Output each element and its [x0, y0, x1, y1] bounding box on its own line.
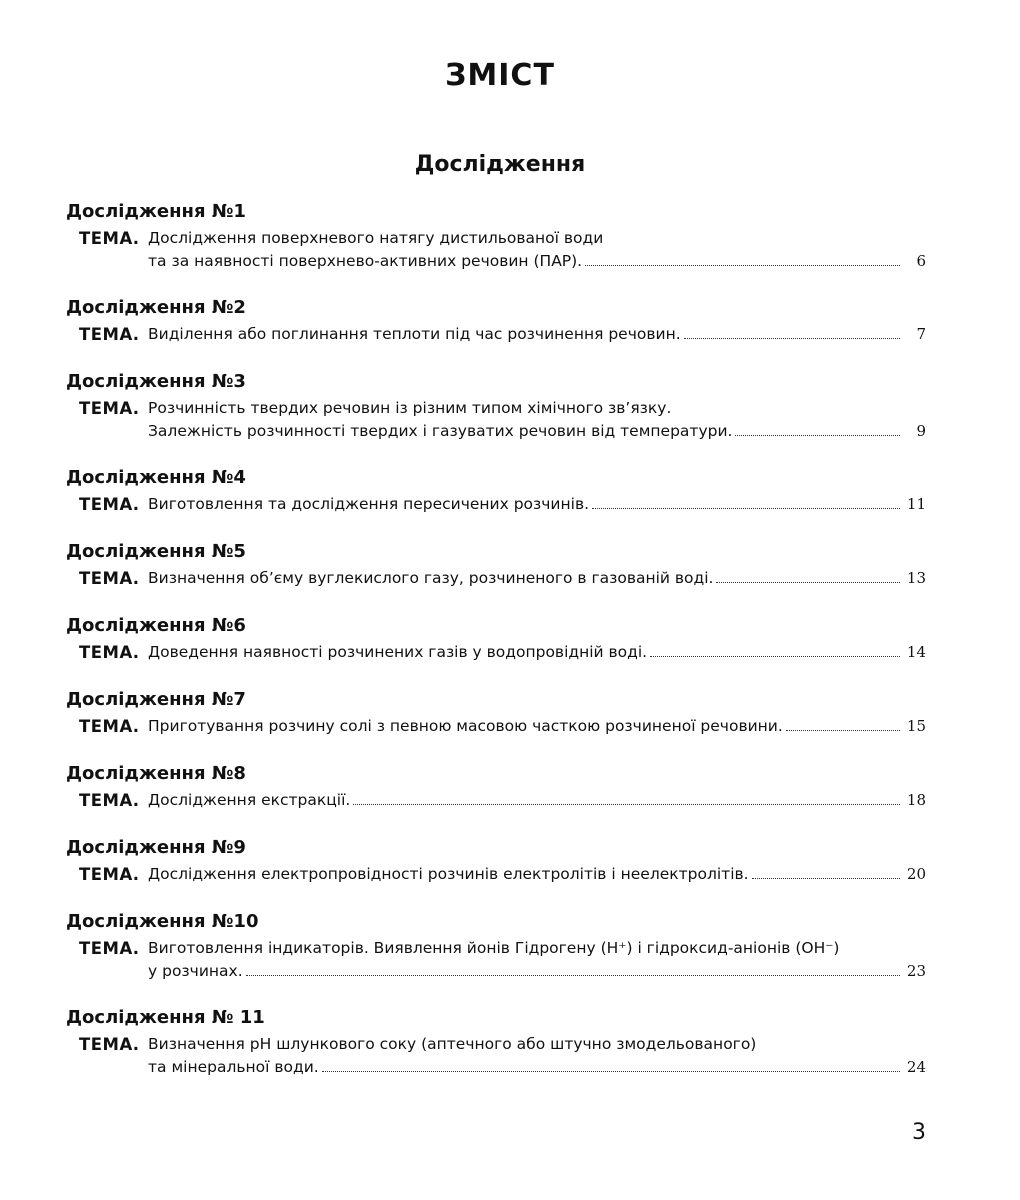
topic-line [148, 567, 926, 590]
entry-topic [66, 1033, 926, 1079]
topic-line: Визначення pH шлункового соку (аптечного або штучно змодельованого) [148, 1035, 757, 1053]
dot-leader [585, 265, 900, 266]
toc-entry-3 [66, 369, 926, 465]
topic-label: ТЕМА. [79, 717, 140, 736]
entry-heading: Дослідження №2 [66, 297, 246, 318]
topic-label: ТЕМА. [79, 939, 140, 958]
page-ref: 18 [906, 791, 926, 809]
table-of-contents [66, 199, 926, 1101]
entry-heading: Дослідження №5 [66, 541, 246, 562]
dot-leader [592, 508, 900, 509]
topic-text: Виділення або поглинання теплоти під час розчинення речовин. [148, 325, 681, 343]
section-title: Дослідження [414, 152, 586, 177]
entry-heading: Дослідження №7 [66, 689, 246, 710]
toc-entry-7 [66, 687, 926, 761]
entry-heading: Дослідження №10 [66, 911, 259, 932]
entry-topic [66, 567, 926, 590]
topic-label: ТЕМА. [79, 325, 140, 344]
topic-text: Доведення наявності розчинених газів у водопровідній воді. [148, 643, 648, 661]
entry-topic [66, 715, 926, 738]
page-ref: 6 [916, 252, 926, 270]
dot-leader [684, 338, 900, 339]
topic-text: Дослідження електропровідності розчинів електролітів і неелектролітів. [148, 865, 749, 883]
entry-heading: Дослідження №8 [66, 763, 246, 784]
topic-line [148, 863, 926, 886]
topic-text: Дослідження екстракції. [148, 791, 351, 809]
toc-entry-2 [66, 295, 926, 369]
toc-entry-1 [66, 199, 926, 295]
entry-topic [66, 227, 926, 273]
topic-label: ТЕМА. [79, 865, 140, 884]
topic-text: Виготовлення та дослідження пересичених розчинів. [148, 495, 590, 513]
entry-topic [66, 937, 926, 983]
topic-line [148, 715, 926, 738]
dot-leader [650, 656, 900, 657]
topic-line [148, 641, 926, 664]
topic-line: Розчинність твердих речовин із різним типом хімічного зв’язку. [148, 399, 672, 417]
topic-label: ТЕМА. [79, 495, 140, 514]
topic-line: Виготовлення індикаторів. Виявлення йонів Гідрогену (H⁺) і гідроксид-аніонів (OH⁻) [148, 939, 840, 957]
dot-leader [786, 730, 900, 731]
entry-topic [66, 789, 926, 812]
page-ref: 11 [906, 495, 926, 513]
topic-label: ТЕМА. [79, 1035, 140, 1054]
topic-line [148, 789, 926, 812]
topic-label: ТЕМА. [79, 643, 140, 662]
entry-heading: Дослідження №4 [66, 467, 246, 488]
entry-topic [66, 323, 926, 346]
page-ref: 15 [906, 717, 926, 735]
dot-leader [752, 878, 900, 879]
topic-label: ТЕМА. [79, 399, 140, 418]
topic-text: та мінеральної води. [148, 1058, 319, 1076]
topic-line [148, 960, 926, 983]
page-ref: 13 [906, 569, 926, 587]
toc-entry-11 [66, 1005, 926, 1101]
entry-topic [66, 641, 926, 664]
entry-heading: Дослідження №1 [66, 201, 246, 222]
page-number: 3 [912, 1120, 926, 1145]
topic-line: Дослідження поверхневого натягу дистильованої води [148, 229, 604, 247]
page-ref: 20 [906, 865, 926, 883]
page-ref: 9 [916, 422, 926, 440]
topic-text: у розчинах. [148, 962, 243, 980]
page-title: ЗМІСТ [445, 58, 555, 93]
topic-line [148, 493, 926, 516]
toc-entry-6 [66, 613, 926, 687]
entry-topic [66, 493, 926, 516]
topic-label: ТЕМА. [79, 569, 140, 588]
topic-line [148, 250, 926, 273]
page-ref: 24 [906, 1058, 926, 1076]
toc-entry-10 [66, 909, 926, 1005]
toc-entry-4 [66, 465, 926, 539]
page-ref: 7 [916, 325, 926, 343]
entry-heading: Дослідження №6 [66, 615, 246, 636]
page-ref: 23 [906, 962, 926, 980]
topic-line [148, 420, 926, 443]
topic-label: ТЕМА. [79, 229, 140, 248]
toc-entry-9 [66, 835, 926, 909]
toc-entry-5 [66, 539, 926, 613]
topic-label: ТЕМА. [79, 791, 140, 810]
dot-leader [322, 1071, 900, 1072]
toc-entry-8 [66, 761, 926, 835]
dot-leader [246, 975, 900, 976]
topic-text: та за наявності поверхнево-активних речовин (ПАР). [148, 252, 583, 270]
topic-line [148, 1056, 926, 1079]
dot-leader [353, 804, 900, 805]
entry-heading: Дослідження №3 [66, 371, 246, 392]
entry-heading: Дослідження №9 [66, 837, 246, 858]
entry-heading: Дослідження № 11 [66, 1007, 265, 1028]
dot-leader [735, 435, 900, 436]
topic-text: Приготування розчину солі з певною масовою часткою розчиненої речовини. [148, 717, 783, 735]
topic-text: Визначення об’єму вуглекислого газу, розчиненого в газованій воді. [148, 569, 714, 587]
entry-topic [66, 863, 926, 886]
topic-line [148, 323, 926, 346]
page-ref: 14 [906, 643, 926, 661]
entry-topic [66, 397, 926, 443]
topic-text: Залежність розчинності твердих і газуватих речовин від температури. [148, 422, 733, 440]
dot-leader [716, 582, 900, 583]
